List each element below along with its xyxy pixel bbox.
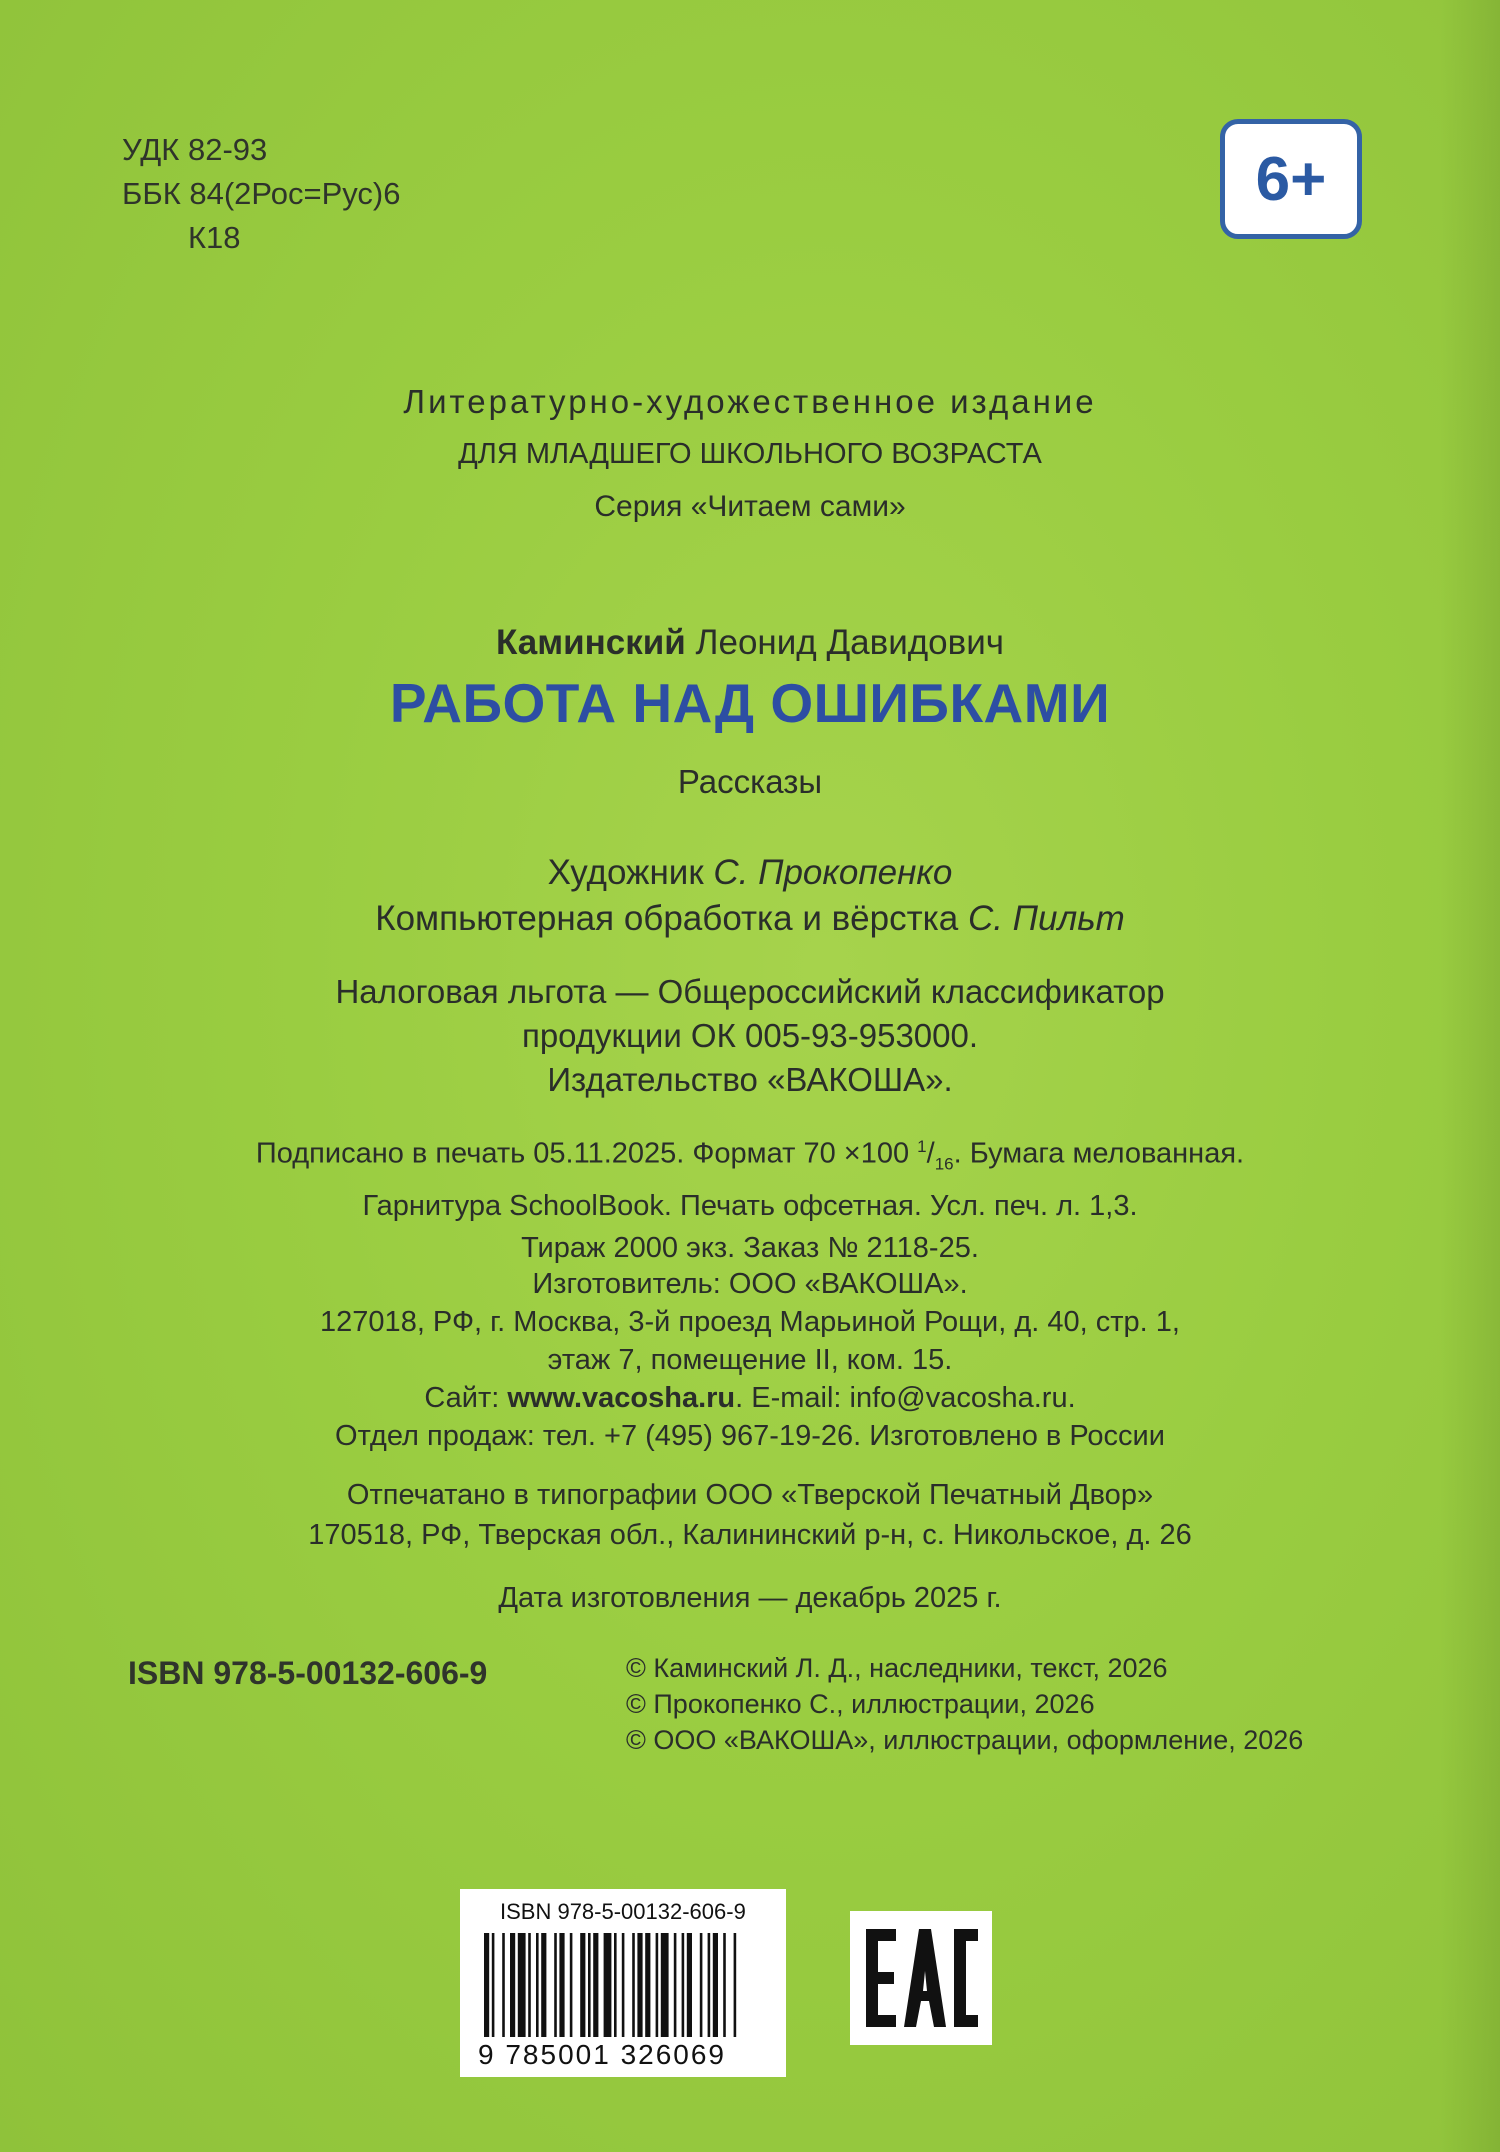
barcode-digits: 9 785001 326069 xyxy=(478,2039,726,2070)
edition-series: Серия «Читаем сами» xyxy=(594,490,906,523)
barcode-bar xyxy=(687,1933,692,2037)
printer-line-2: 170518, РФ, Тверская обл., Калининский р-н, с. Никольское, д. 26 xyxy=(308,1519,1192,1551)
format-fraction-denominator: 16 xyxy=(934,1154,954,1174)
eac-certification-mark xyxy=(850,1911,992,2045)
print-info-line-2: Гарнитура SchoolBook. Печать офсетная. Усл. печ. л. 1,3. xyxy=(362,1190,1138,1223)
edition-audience: ДЛЯ МЛАДШЕГО ШКОЛЬНОГО ВОЗРАСТА xyxy=(458,438,1042,470)
print-format-text: Подписано в печать 05.11.2025. Формат 70 ×100 xyxy=(255,1137,918,1170)
copyright-block xyxy=(626,1650,1303,1758)
printer-line-1: Отпечатано в типографии ООО «Тверской Печатный Двор» xyxy=(346,1479,1154,1511)
isbn-text: ISBN 978-5-00132-606-9 xyxy=(128,1655,488,1691)
tax-block xyxy=(0,970,1500,1102)
illustrator-label: Художник xyxy=(547,853,704,892)
barcode-bar xyxy=(580,1933,585,2037)
udk-code: УДК 82-93 xyxy=(122,132,268,167)
tax-line-2: продукции ОК 005-93-953000. xyxy=(521,1017,979,1054)
eac-logo-icon xyxy=(850,1911,992,2045)
author-line xyxy=(0,620,1500,666)
barcode-bar xyxy=(484,1933,489,2037)
classification-block xyxy=(122,128,400,260)
author-name: Леонид Давидович xyxy=(695,623,1005,662)
barcode-bar xyxy=(723,1933,726,2037)
barcode-bar xyxy=(528,1933,531,2037)
barcode-bar xyxy=(614,1933,617,2037)
copyright-line: © ООО «ВАКОША», иллюстрации, оформление, 2026 xyxy=(626,1725,1304,1755)
barcode-bar xyxy=(570,1933,573,2037)
barcode-bar xyxy=(622,1933,625,2037)
layout-label: Компьютерная обработка и вёрстка xyxy=(375,899,959,938)
format-fraction-numerator: 1 xyxy=(917,1137,927,1156)
barcode-bar xyxy=(661,1933,669,2037)
barcode-bar xyxy=(541,1933,546,2037)
site-url: www.vacosha.ru xyxy=(507,1382,736,1414)
illustrator-name: С. Прокопенко xyxy=(713,853,953,892)
copyright-line: © Прокопенко С., иллюстрации, 2026 xyxy=(626,1689,1095,1719)
book-subtitle: Рассказы xyxy=(677,763,823,800)
site-label: Сайт: xyxy=(424,1382,500,1414)
paper-type-text: . Бумага мелованная. xyxy=(953,1137,1245,1170)
barcode-bar xyxy=(682,1933,685,2037)
author-surname: Каминский xyxy=(495,623,686,662)
barcode-bar xyxy=(632,1933,635,2037)
print-info-line-1: Подписано в печать 05.11.2025. Формат 70 ×100 $^1/_{16}$. Бумага мелованная. xyxy=(255,1137,1245,1174)
illustrator-line xyxy=(0,850,1500,896)
barcode-bar xyxy=(593,1933,598,2037)
barcode-bar xyxy=(588,1933,591,2037)
manufacturer-contacts xyxy=(0,1379,1500,1417)
barcode-bar xyxy=(700,1933,703,2037)
barcode-bar xyxy=(604,1933,612,2037)
barcode-bar xyxy=(713,1933,718,2037)
barcode-bar xyxy=(559,1933,564,2037)
barcode-isbn-label: ISBN 978-5-00132-606-9 xyxy=(500,1899,746,1924)
barcode xyxy=(460,1889,786,2077)
tax-line-1: Налоговая льгота — Общероссийский классификатор xyxy=(335,973,1165,1010)
manufacturer-line-3: этаж 7, помещение II, ком. 15. xyxy=(547,1344,953,1376)
barcode-bar xyxy=(510,1933,515,2037)
printer-block xyxy=(0,1475,1500,1555)
bbk-code: ББК 84(2Рос=Рус)6 xyxy=(122,176,401,211)
author-mark: К18 xyxy=(188,220,241,255)
barcode-bar xyxy=(656,1933,659,2037)
print-info-line-3: Тираж 2000 экз. Заказ № 2118-25. xyxy=(521,1232,979,1265)
tax-line-3: Издательство «ВАКОША». xyxy=(547,1061,953,1098)
barcode-bar xyxy=(734,1933,737,2037)
barcode-bar xyxy=(492,1933,495,2037)
barcode-bar xyxy=(637,1933,642,2037)
copyright-line: © Каминский Л. Д., наследники, текст, 2026 xyxy=(626,1653,1168,1683)
barcode-bar xyxy=(518,1933,526,2037)
manufacturer-line-2: 127018, РФ, г. Москва, 3-й проезд Марьиной Рощи, д. 40, стр. 1, xyxy=(320,1306,1180,1338)
production-date: Дата изготовления — декабрь 2025 г. xyxy=(498,1582,1002,1614)
barcode-bar xyxy=(708,1933,711,2037)
barcode-bar xyxy=(554,1933,557,2037)
manufacturer-line-1: Изготовитель: ООО «ВАКОША». xyxy=(532,1268,968,1300)
email-text: . E-mail: info@vacosha.ru. xyxy=(735,1382,1076,1414)
sales-line: Отдел продаж: тел. +7 (495) 967-19-26. Изготовлено в России xyxy=(335,1420,1165,1452)
edition-genre: Литературно-художественное издание xyxy=(403,383,1097,420)
barcode-bar xyxy=(502,1933,505,2037)
age-rating-badge: 6+ xyxy=(1220,119,1362,239)
credits-block xyxy=(0,850,1500,942)
book-title: РАБОТА НАД ОШИБКАМИ xyxy=(389,672,1111,734)
barcode-bar xyxy=(674,1933,677,2037)
manufacturer-block xyxy=(0,1265,1500,1455)
layout-artist-name: С. Пильт xyxy=(967,899,1125,938)
barcode-bar xyxy=(536,1933,539,2037)
barcode-bar xyxy=(645,1933,650,2037)
print-info-block xyxy=(0,1126,1500,1269)
layout-line xyxy=(0,896,1500,942)
